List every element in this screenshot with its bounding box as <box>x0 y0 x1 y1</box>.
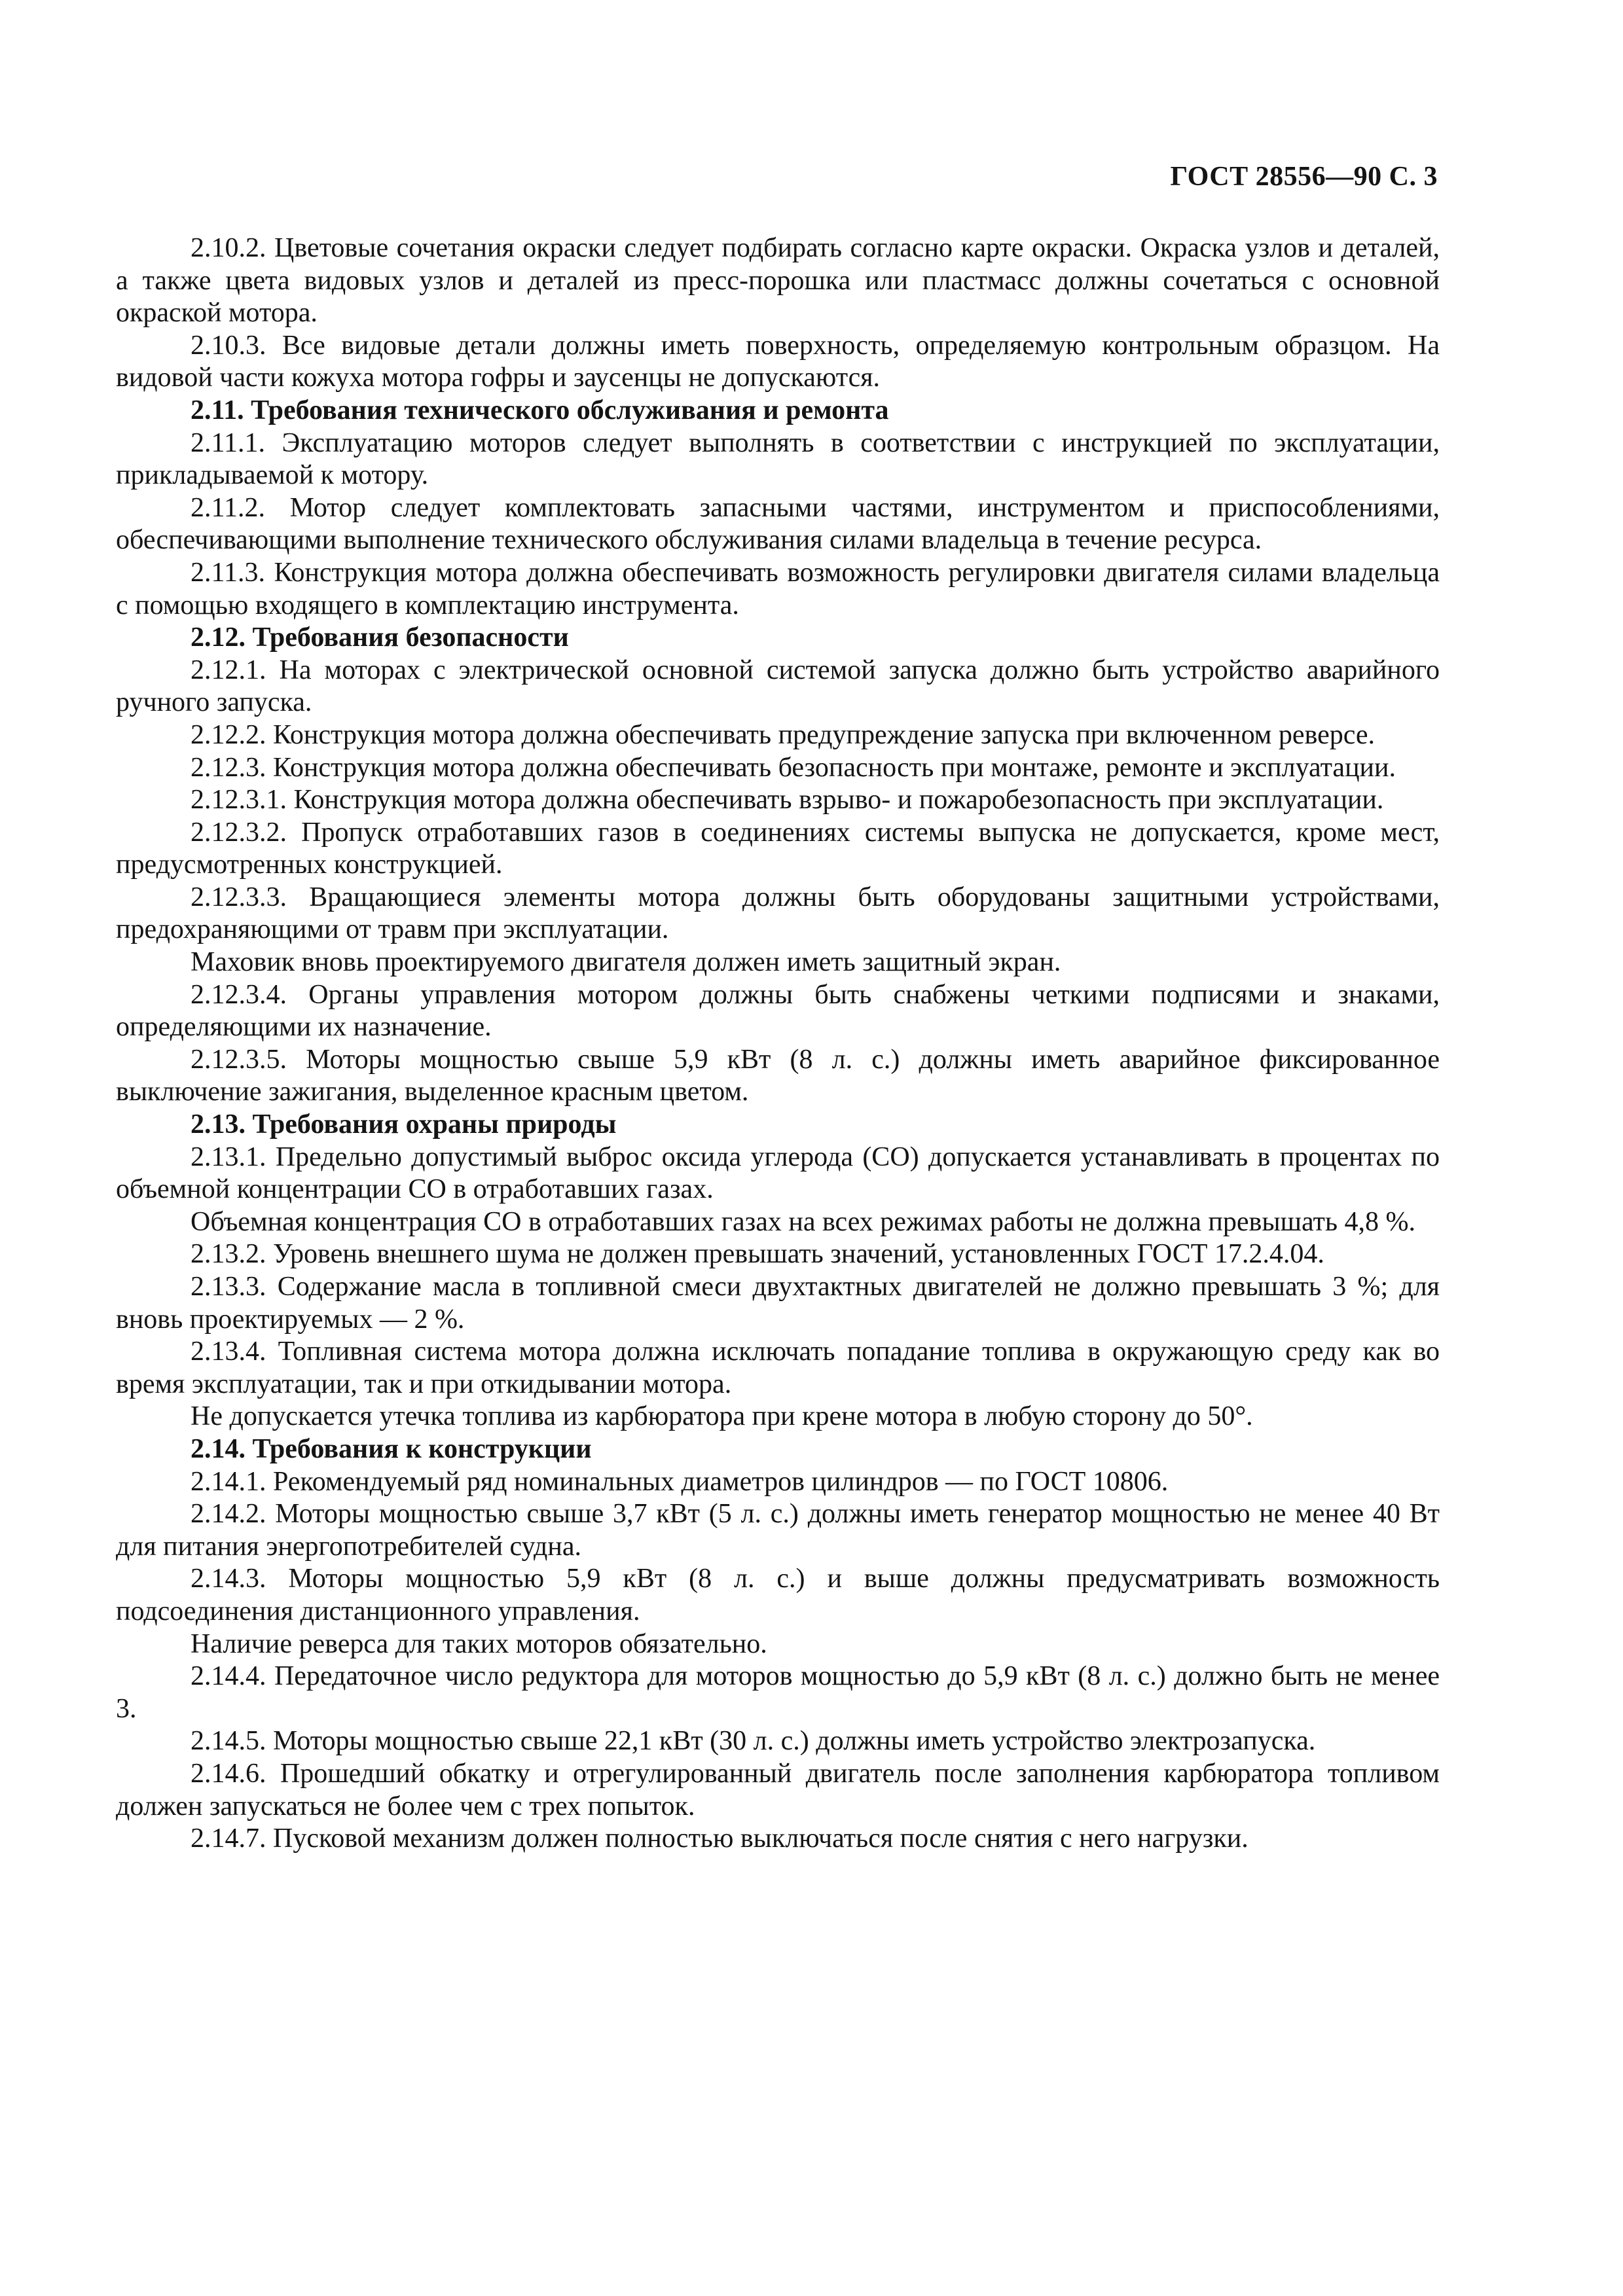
paragraph-2-12-2: 2.12.2. Конструкция мотора должна обеспечивать предупреждение запуска при включенном реверсе. <box>191 719 1376 750</box>
document-body <box>116 232 1440 1856</box>
paragraph-2-14-3: 2.14.3. Моторы мощностью 5,9 кВт (8 л. с.) и выше должны предусматривать возможность подсоединения дистанционного управления. <box>116 1564 1440 1626</box>
paragraph-2-10-3: 2.10.3. Все видовые детали должны иметь поверхность, определяемую контрольным образцом. На видовой части кожуха мотора гофры и заусенцы не допускаются. <box>116 330 1440 393</box>
paragraph-2-11-1: 2.11.1. Эксплуатацию моторов следует выполнять в соответствии с инструкцией по эксплуатации, прикладываемой к мотору. <box>116 427 1440 491</box>
paragraph-2-14-1: 2.14.1. Рекомендуемый ряд номинальных диаметров цилиндров — по ГОСТ 10806. <box>191 1466 1169 1497</box>
paragraph-2-13-3: 2.13.3. Содержание масла в топливной смеси двухтактных двигателей не должно превышать 3 %; для вновь проектируемых — 2 %. <box>116 1272 1440 1335</box>
paragraph-2-10-2: 2.10.2. Цветовые сочетания окраски следует подбирать согласно карте окраски. Окраска узлов и деталей, а также цвета видовых узлов и деталей из пресс-порошка или пластмасс должны сочетаться с основной окраской мотора. <box>116 233 1440 329</box>
paragraph-2-14-4: 2.14.4. Передаточное число редуктора для моторов мощностью до 5,9 кВт (8 л. с.) должно быть не менее 3. <box>116 1661 1440 1724</box>
paragraph-2-14-2: 2.14.2. Моторы мощностью свыше 3,7 кВт (5 л. с.) должны иметь генератор мощностью не менее 40 Вт для питания энергопотребителей судна. <box>116 1499 1440 1562</box>
paragraph-2-13-4: 2.13.4. Топливная система мотора должна исключать попадание топлива в окружающую среду как во время эксплуатации, так и при откидывании мотора. <box>116 1336 1440 1399</box>
section-heading-2-13: 2.13. Требования охраны природы <box>191 1109 617 1140</box>
paragraph-2-11-2: 2.11.2. Мотор следует комплектовать запасными частями, инструментом и приспособлениями, обеспечивающими выполнение технического обслуживания силами владельца в течение ресурса. <box>116 492 1440 556</box>
paragraph-fuel-leak: Не допускается утечка топлива из карбюратора при крене мотора в любую сторону до 50°. <box>191 1401 1253 1432</box>
paragraph-2-12-3-1: 2.12.3.1. Конструкция мотора должна обеспечивать взрыво- и пожаробезопасность при эксплуатации. <box>191 785 1384 816</box>
section-heading-2-11: 2.11. Требования технического обслуживания и ремонта <box>191 395 889 425</box>
section-heading-2-12: 2.12. Требования безопасности <box>191 622 569 653</box>
page-header: ГОСТ 28556—90 С. 3 <box>1170 162 1438 192</box>
paragraph-2-14-7: 2.14.7. Пусковой механизм должен полностью выключаться после снятия с него нагрузки. <box>191 1823 1249 1854</box>
paragraph-2-12-3-4: 2.12.3.4. Органы управления мотором должны быть снабжены четкими подписями и знаками, определяющими их назначение. <box>116 979 1440 1043</box>
paragraph-2-12-3-3: 2.12.3.3. Вращающиеся элементы мотора должны быть оборудованы защитными устройствами, предохраняющими от травм при эксплуатации. <box>116 882 1440 945</box>
paragraph-reverse-required: Наличие реверса для таких моторов обязательно. <box>191 1628 767 1659</box>
paragraph-2-14-6: 2.14.6. Прошедший обкатку и отрегулированный двигатель после заполнения карбюратора топливом должен запускаться не более чем с трех попыток. <box>116 1758 1440 1821</box>
paragraph-2-12-3: 2.12.3. Конструкция мотора должна обеспечивать безопасность при монтаже, ремонте и эксплуатации. <box>191 752 1396 783</box>
paragraph-flywheel-screen: Маховик вновь проектируемого двигателя должен иметь защитный экран. <box>191 947 1061 978</box>
paragraph-2-13-1: 2.13.1. Предельно допустимый выброс оксида углерода (СО) допускается устанавливать в процентах по объемной концентрации СО в отработавших газах. <box>116 1141 1440 1205</box>
paragraph-2-12-3-5: 2.12.3.5. Моторы мощностью свыше 5,9 кВт (8 л. с.) должны иметь аварийное фиксированное выключение зажигания, выделенное красным цветом. <box>116 1044 1440 1107</box>
paragraph-2-14-5: 2.14.5. Моторы мощностью свыше 22,1 кВт (30 л. с.) должны иметь устройство электрозапуска. <box>191 1726 1316 1757</box>
section-heading-2-14: 2.14. Требования к конструкции <box>191 1433 592 1464</box>
paragraph-2-12-1: 2.12.1. На моторах с электрической основной системой запуска должно быть устройство аварийного ручного запуска. <box>116 655 1440 718</box>
paragraph-2-13-2: 2.13.2. Уровень внешнего шума не должен превышать значений, установленных ГОСТ 17.2.4.04. <box>191 1239 1324 1270</box>
paragraph-co-concentration: Объемная концентрация СО в отработавших газах на всех режимах работы не должна превышать 4,8 %. <box>191 1206 1415 1237</box>
paragraph-2-11-3: 2.11.3. Конструкция мотора должна обеспечивать возможность регулировки двигателя силами владельца с помощью входящего в комплектацию инструмента. <box>116 557 1440 620</box>
paragraph-2-12-3-2: 2.12.3.2. Пропуск отработавших газов в соединениях системы выпуска не допускается, кроме мест, предусмотренных конструкцией. <box>116 817 1440 880</box>
